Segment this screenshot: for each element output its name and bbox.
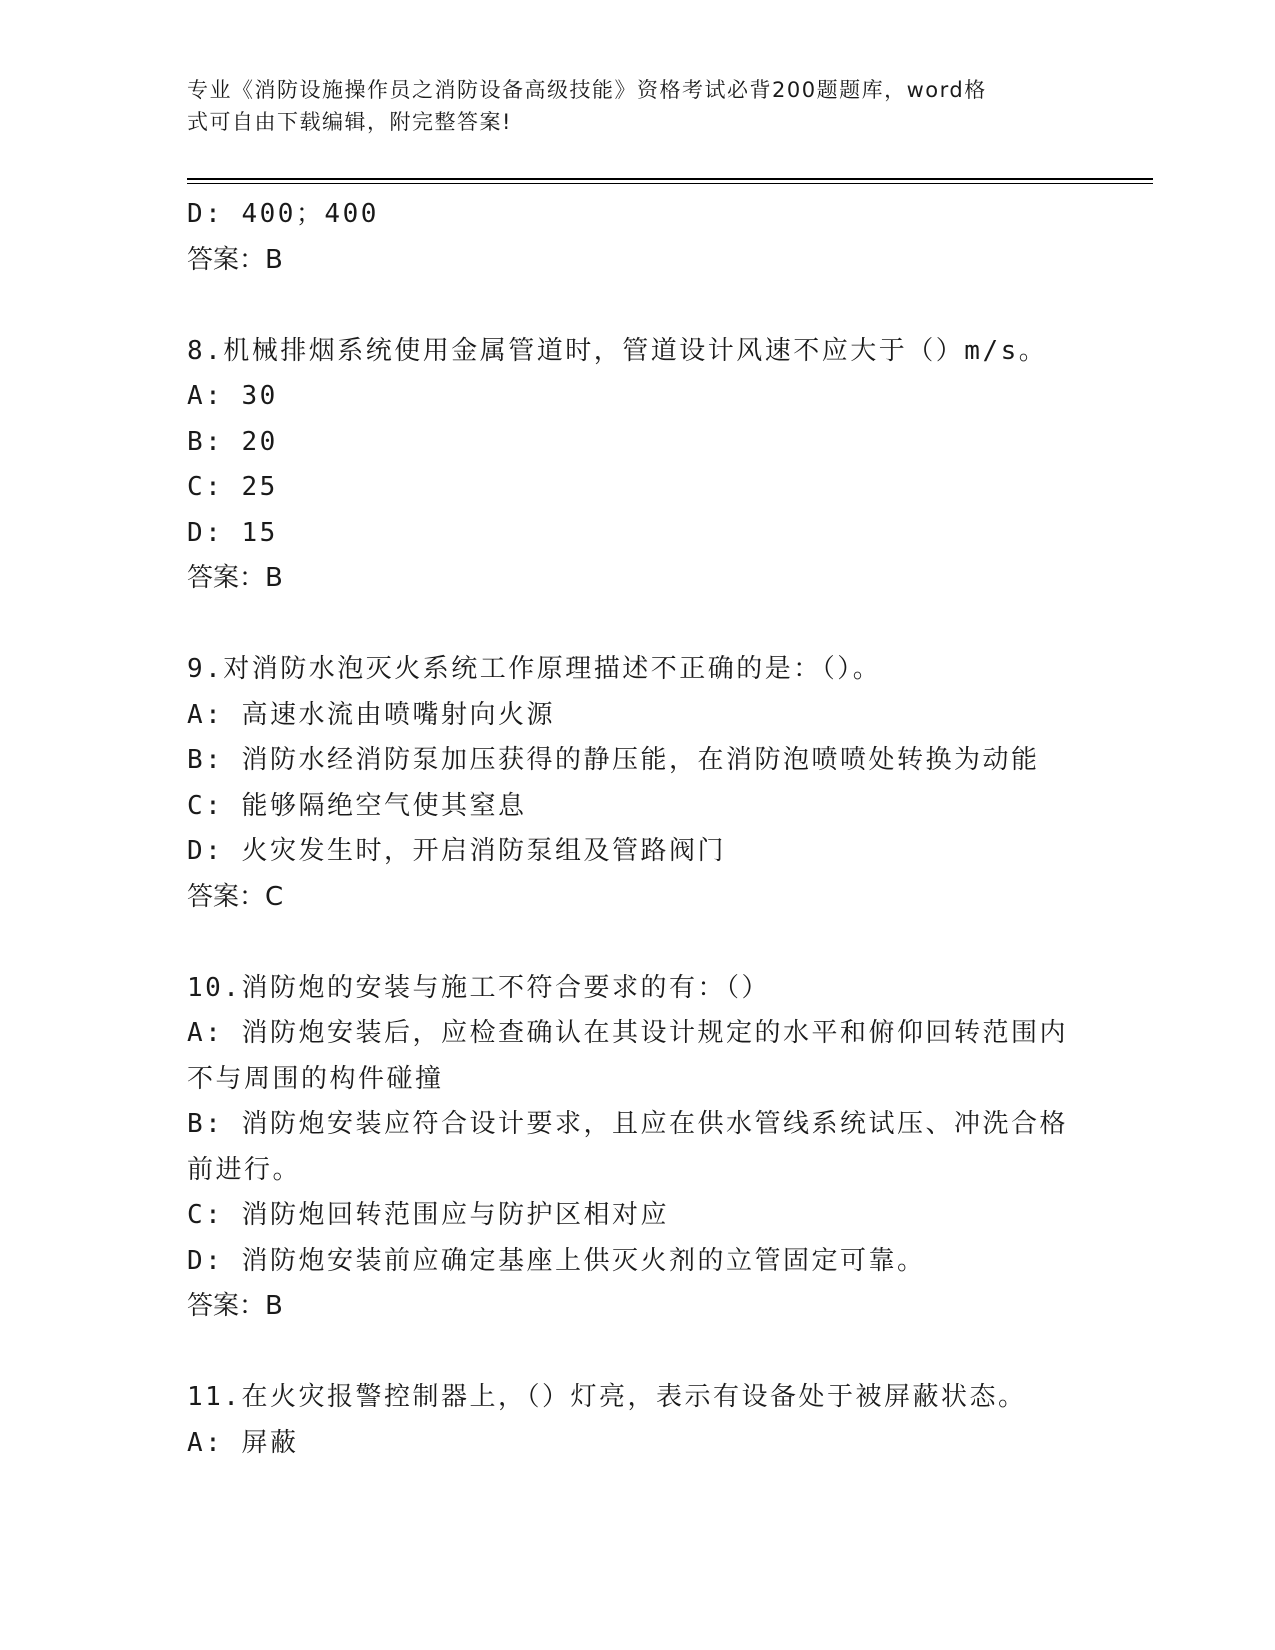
option-a: A: 高速水流由喷嘴射向火源	[187, 699, 555, 730]
option-a: A: 消防炮安装后，应检查确认在其设计规定的水平和俯仰回转范围内	[187, 1018, 1068, 1048]
option-b: B: 20	[187, 426, 278, 457]
option-a: A: 30	[187, 381, 278, 411]
question-stem: 9.对消防水泡灭火系统工作原理描述不正确的是：（）。	[187, 654, 882, 684]
header-line-2: 式可自由下载编辑，附完整答案!	[187, 110, 512, 134]
header-line-1: 专业《消防设施操作员之消防设备高级技能》资格考试必背200题题库，word格	[187, 78, 987, 102]
option-d: D: 400；400	[187, 199, 379, 229]
answer-line: 答案：C	[187, 881, 284, 912]
header-divider	[187, 178, 1153, 180]
option-b: B: 消防水经消防泵加压获得的静压能，在消防泡喷喷处转换为动能	[187, 745, 1040, 775]
header-divider-thin	[187, 183, 1153, 184]
option-d: D: 15	[187, 517, 278, 548]
option-d: D: 火灾发生时，开启消防泵组及管路阀门	[187, 836, 726, 866]
answer-line: 答案：B	[187, 1291, 283, 1321]
question-content	[187, 192, 1087, 1512]
answer-line: 答案：B	[187, 563, 283, 593]
question-10	[187, 966, 1087, 1330]
previous-question-tail	[187, 192, 1087, 283]
option-a: A: 屏蔽	[187, 1427, 299, 1458]
document-header	[187, 74, 1067, 138]
question-9	[187, 647, 1087, 920]
answer-line: 答案：B	[187, 244, 283, 275]
option-c: C: 能够隔绝空气使其窒息	[187, 790, 527, 821]
option-b-continued: 前进行。	[187, 1154, 302, 1185]
question-8	[187, 329, 1087, 602]
question-stem: 10.消防炮的安装与施工不符合要求的有：（）	[187, 972, 770, 1003]
question-stem: 11.在火灾报警控制器上，（）灯亮，表示有设备处于被屏蔽状态。	[187, 1382, 1027, 1412]
question-stem: 8.机械排烟系统使用金属管道时，管道设计风速不应大于（）m/s。	[187, 335, 1048, 366]
question-11	[187, 1375, 1087, 1466]
option-b: B: 消防炮安装应符合设计要求，且应在供水管线系统试压、冲洗合格	[187, 1109, 1068, 1139]
option-c: C: 消防炮回转范围应与防护区相对应	[187, 1200, 669, 1230]
option-d: D: 消防炮安装前应确定基座上供灭火剂的立管固定可靠。	[187, 1245, 926, 1276]
option-c: C: 25	[187, 472, 278, 502]
option-a-continued: 不与周围的构件碰撞	[187, 1063, 444, 1094]
